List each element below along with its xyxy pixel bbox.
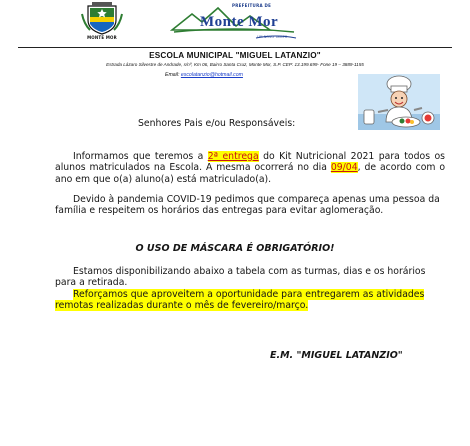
para3-text: Estamos disponibilizando abaixo a tabela com as turmas, dias e os horários para a retirada. xyxy=(55,266,426,289)
greeting: Senhores Pais e/ou Responsáveis: xyxy=(138,118,296,129)
crest-icon xyxy=(80,2,124,36)
paragraph-schedule xyxy=(55,266,445,312)
paragraph-pandemic xyxy=(55,194,445,217)
signature: E.M. "MIGUEL LATANZIO" xyxy=(270,350,403,361)
chef-illustration-icon xyxy=(358,74,440,130)
para1-text-b: do Kit Nutricional 2021 para todos os alunos matriculados na Escola. A mesma ocorrerá no dia xyxy=(55,151,445,174)
delivery-date-highlight: 09/04 xyxy=(330,162,358,174)
school-address: Estrada Lázaro Silvestre de Andrade, s/nº, Km 06, Bairro Santa Cruz, Monte Mor, S.P. CEP: 13.199.699- Fone 19 – 3889-1155 xyxy=(106,62,364,67)
para2-text: Devido à pandemia COVID-19 pedimos que compareça apenas uma pessoa da família e respeitem os horários das entregas para evitar aglomeração. xyxy=(55,194,440,217)
logo-slogan: UM NOVO TEMPO xyxy=(257,35,288,39)
paragraph-delivery xyxy=(55,151,445,185)
email-label: Email: xyxy=(165,72,181,78)
header-divider xyxy=(18,47,452,48)
email-line xyxy=(165,72,243,78)
school-name: ESCOLA MUNICIPAL "MIGUEL LATANZIO" xyxy=(149,51,321,60)
activities-reminder-highlight: Reforçamos que aproveitem a oportunidade para entregarem as atividades remotas realizadas durante o mês de fevereiro/março. xyxy=(55,288,425,312)
email-link[interactable]: escolatanzio@hotmail.com xyxy=(180,72,243,78)
logo-top-text: PREFEITURA DE xyxy=(232,3,272,8)
crest-caption: MONTE MOR xyxy=(87,35,117,40)
mask-warning: O USO DE MÁSCARA É OBRIGATÓRIO! xyxy=(135,243,335,254)
logo-wordmark: Monte Mor xyxy=(200,14,279,30)
para1-text-a: Informamos que teremos a xyxy=(73,151,208,162)
para1-text-c: , de acordo com o ano em que o(a) aluno(a) está matriculado(a). xyxy=(55,162,446,185)
delivery-number-highlight: 2ª entrega xyxy=(207,151,259,162)
